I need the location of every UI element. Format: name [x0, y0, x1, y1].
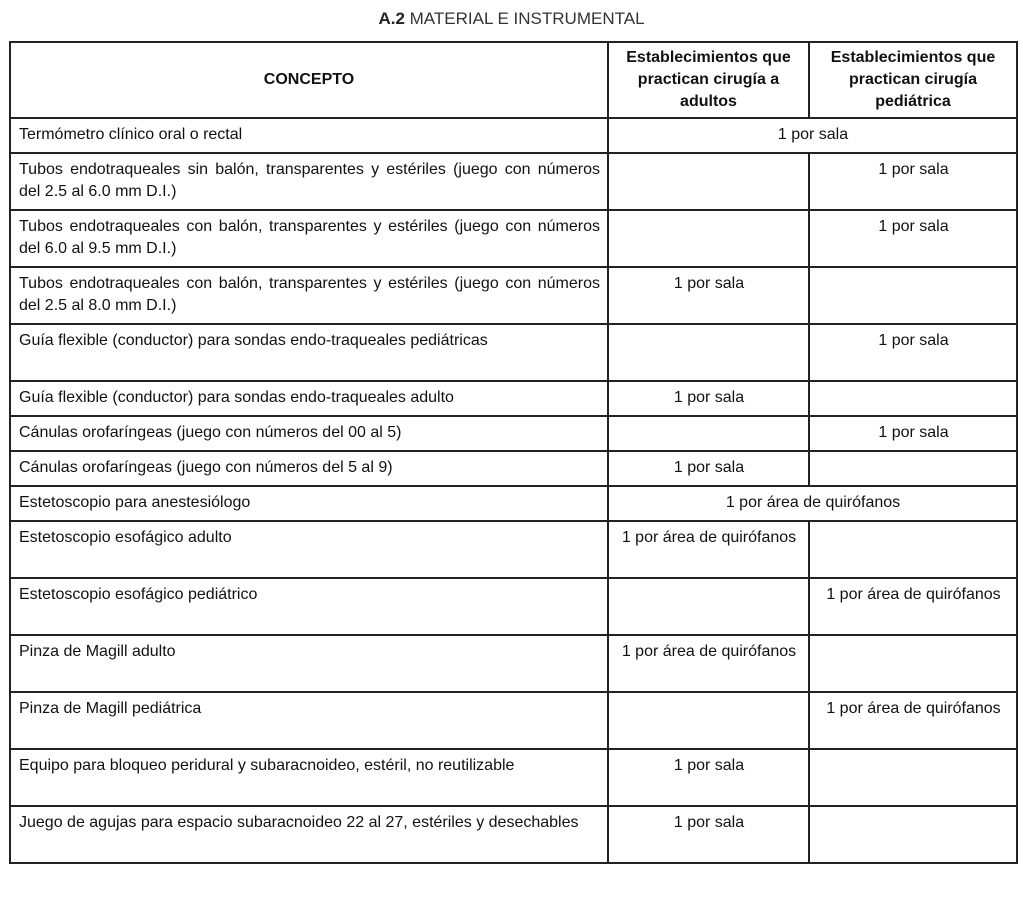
table-row [10, 267, 1017, 324]
header-adults: Establecimientos que practican cirugía a adultos [608, 42, 809, 118]
table-row [10, 118, 1017, 153]
material-table [9, 41, 1018, 864]
pediatric-cell [809, 521, 1017, 578]
pediatric-cell [809, 267, 1017, 324]
adults-cell [608, 210, 809, 267]
pediatric-cell [809, 635, 1017, 692]
table-row [10, 635, 1017, 692]
concept-cell: Juego de agujas para espacio subaracnoideo 22 al 27, estériles y desechables [10, 806, 608, 863]
adults-cell: 1 por sala [608, 451, 809, 486]
adults-cell: 1 por sala [608, 381, 809, 416]
concept-cell: Tubos endotraqueales con balón, transparentes y estériles (juego con números del 6.0 al 9.5 mm D.I.) [10, 210, 608, 267]
table-row [10, 324, 1017, 381]
adults-cell [608, 416, 809, 451]
section-title [0, 9, 1023, 29]
adults-cell: 1 por sala [608, 749, 809, 806]
concept-cell: Termómetro clínico oral o rectal [10, 118, 608, 153]
concept-cell: Guía flexible (conductor) para sondas endo-traqueales pediátricas [10, 324, 608, 381]
adults-cell: 1 por sala [608, 267, 809, 324]
concept-cell: Cánulas orofaríngeas (juego con números del 00 al 5) [10, 416, 608, 451]
pediatric-cell [809, 451, 1017, 486]
pediatric-cell: 1 por sala [809, 416, 1017, 451]
concept-cell: Pinza de Magill pediátrica [10, 692, 608, 749]
pediatric-cell [809, 749, 1017, 806]
table-row [10, 806, 1017, 863]
merged-value-cell: 1 por área de quirófanos [608, 486, 1017, 521]
table-row [10, 210, 1017, 267]
table-row [10, 153, 1017, 210]
table-row [10, 578, 1017, 635]
concept-cell: Pinza de Magill adulto [10, 635, 608, 692]
adults-cell [608, 324, 809, 381]
table-row [10, 749, 1017, 806]
pediatric-cell [809, 381, 1017, 416]
adults-cell: 1 por área de quirófanos [608, 635, 809, 692]
section-number: A.2 [378, 9, 405, 28]
concept-cell: Tubos endotraqueales sin balón, transparentes y estériles (juego con números del 2.5 al 6.0 mm D.I.) [10, 153, 608, 210]
concept-cell: Tubos endotraqueales con balón, transparentes y estériles (juego con números del 2.5 al 8.0 mm D.I.) [10, 267, 608, 324]
table-row [10, 381, 1017, 416]
concept-cell: Estetoscopio para anestesiólogo [10, 486, 608, 521]
concept-cell: Estetoscopio esofágico adulto [10, 521, 608, 578]
table-row [10, 521, 1017, 578]
header-concept: CONCEPTO [10, 42, 608, 118]
pediatric-cell: 1 por área de quirófanos [809, 578, 1017, 635]
header-pediatric: Establecimientos que practican cirugía pediátrica [809, 42, 1017, 118]
table-row [10, 451, 1017, 486]
concept-cell: Cánulas orofaríngeas (juego con números del 5 al 9) [10, 451, 608, 486]
table-row [10, 416, 1017, 451]
adults-cell [608, 153, 809, 210]
adults-cell [608, 578, 809, 635]
adults-cell: 1 por sala [608, 806, 809, 863]
concept-cell: Guía flexible (conductor) para sondas endo-traqueales adulto [10, 381, 608, 416]
concept-cell: Equipo para bloqueo peridural y subaracnoideo, estéril, no reutilizable [10, 749, 608, 806]
adults-cell: 1 por área de quirófanos [608, 521, 809, 578]
pediatric-cell: 1 por sala [809, 153, 1017, 210]
adults-cell [608, 692, 809, 749]
pediatric-cell: 1 por sala [809, 210, 1017, 267]
merged-value-cell: 1 por sala [608, 118, 1017, 153]
table-row [10, 692, 1017, 749]
section-title-text: MATERIAL E INSTRUMENTAL [404, 9, 645, 28]
concept-cell: Estetoscopio esofágico pediátrico [10, 578, 608, 635]
pediatric-cell: 1 por área de quirófanos [809, 692, 1017, 749]
pediatric-cell: 1 por sala [809, 324, 1017, 381]
header-row [10, 42, 1017, 118]
table-row [10, 486, 1017, 521]
pediatric-cell [809, 806, 1017, 863]
